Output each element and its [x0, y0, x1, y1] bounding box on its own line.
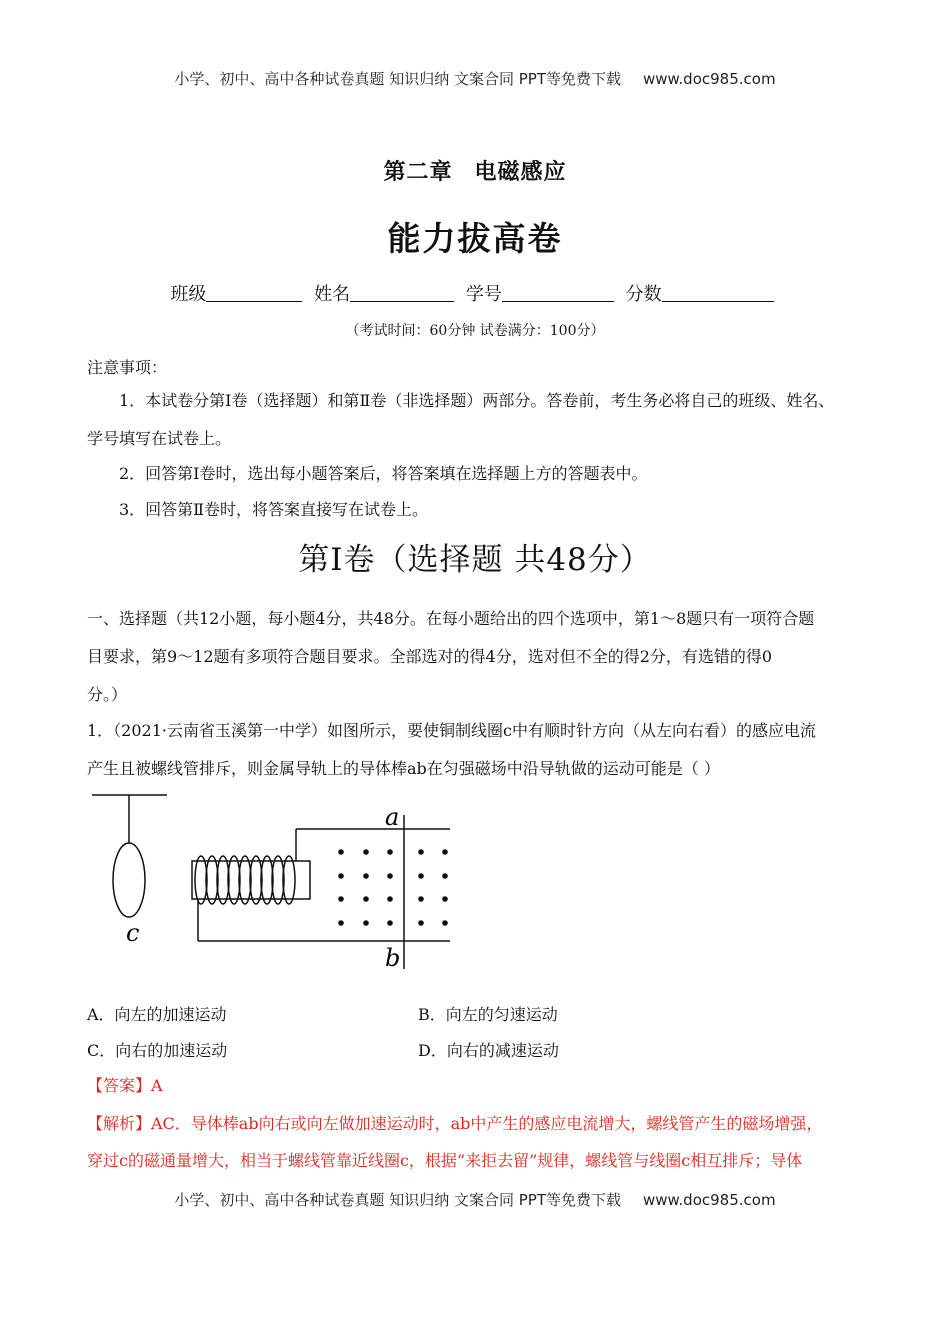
- notes-heading: 注意事项：: [87, 358, 168, 377]
- note-item-3: 3．回答第Ⅱ卷时，将答案直接写在试卷上。: [119, 500, 429, 519]
- header-site-link[interactable]: www.doc985.com: [642, 70, 776, 88]
- chapter-number: 第二章: [383, 160, 453, 185]
- answer-label: 【答案】A: [87, 1076, 163, 1095]
- class-blank[interactable]: [206, 285, 302, 302]
- student-info-line: [0, 280, 950, 306]
- footer-text: 小学、初中、高中各种试卷真题 知识归纳 文案合同 PPT等免费下载: [174, 1191, 621, 1209]
- exam-time-note: （考试时间：60分钟 试卷满分：100分）: [345, 323, 605, 339]
- header-text: 小学、初中、高中各种试卷真题 知识归纳 文案合同 PPT等免费下载: [174, 70, 621, 88]
- id-blank[interactable]: [502, 285, 614, 302]
- page-footer: [0, 1189, 950, 1210]
- footer-site-link[interactable]: www.doc985.com: [642, 1191, 776, 1209]
- page-title: 能力拔高卷: [387, 219, 563, 258]
- score-blank[interactable]: [662, 285, 774, 302]
- instructions-line-1: 一、选择题（共12小题，每小题4分，共48分。在每小题给出的四个选项中，第1～8题只有一项符合题: [87, 609, 815, 628]
- instructions-line-3: 分。）: [87, 685, 128, 704]
- name-label: 姓名: [314, 284, 351, 305]
- option-c[interactable]: C．向右的加速运动: [87, 1041, 228, 1060]
- copper-coil-c: [113, 843, 145, 917]
- label-a: a: [385, 803, 400, 831]
- label-c: c: [126, 919, 140, 947]
- option-d[interactable]: D．向右的减速运动: [418, 1041, 559, 1060]
- id-label: 学号: [465, 284, 502, 305]
- score-label: 分数: [625, 284, 662, 305]
- name-blank[interactable]: [350, 285, 454, 302]
- question-1-stem-line-2: 产生且被螺线管排斥，则金属导轨上的导体棒ab在匀强磁场中沿导轨做的运动可能是（ ）: [87, 759, 720, 778]
- question-1-stem-line-1: 1．（2021·云南省玉溪第一中学）如图所示，要使铜制线圈c中有顺时针方向（从左向右看）的感应电流: [87, 721, 816, 740]
- analysis-line-2: 穿过c的磁通量增大，相当于螺线管靠近线圈c，根据“来拒去留”规律，螺线管与线圈c相互排斥；导体: [87, 1151, 803, 1170]
- section-title: 第Ⅰ卷（选择题 共48分）: [298, 542, 652, 578]
- magnetic-field-dots: [338, 849, 448, 926]
- page-header: [0, 68, 950, 89]
- analysis-line-1: 【解析】AC．导体棒ab向右或向左做加速运动时，ab中产生的感应电流增大，螺线管产生的磁场增强，: [87, 1114, 823, 1133]
- note-item-1-cont: 学号填写在试卷上。: [87, 429, 232, 448]
- chapter-heading: [0, 155, 950, 186]
- chapter-name: 电磁感应: [474, 160, 567, 185]
- solenoid-windings: [195, 856, 295, 904]
- note-item-2: 2．回答第Ⅰ卷时，选出每小题答案后，将答案填在选择题上方的答题表中。: [119, 464, 648, 483]
- label-b: b: [385, 944, 401, 972]
- class-label: 班级: [170, 284, 207, 305]
- option-a[interactable]: A．向左的加速运动: [87, 1005, 227, 1024]
- option-b[interactable]: B．向左的匀速运动: [418, 1005, 558, 1024]
- instructions-line-2: 目要求，第9～12题有多项符合题目要求。全部选对的得4分，选对但不全的得2分，有选错的得0: [87, 647, 773, 666]
- solenoid-figure: [88, 785, 458, 975]
- note-item-1: 1．本试卷分第Ⅰ卷（选择题）和第Ⅱ卷（非选择题）两部分。答卷前，考生务必将自己的班级、姓名、: [119, 391, 835, 410]
